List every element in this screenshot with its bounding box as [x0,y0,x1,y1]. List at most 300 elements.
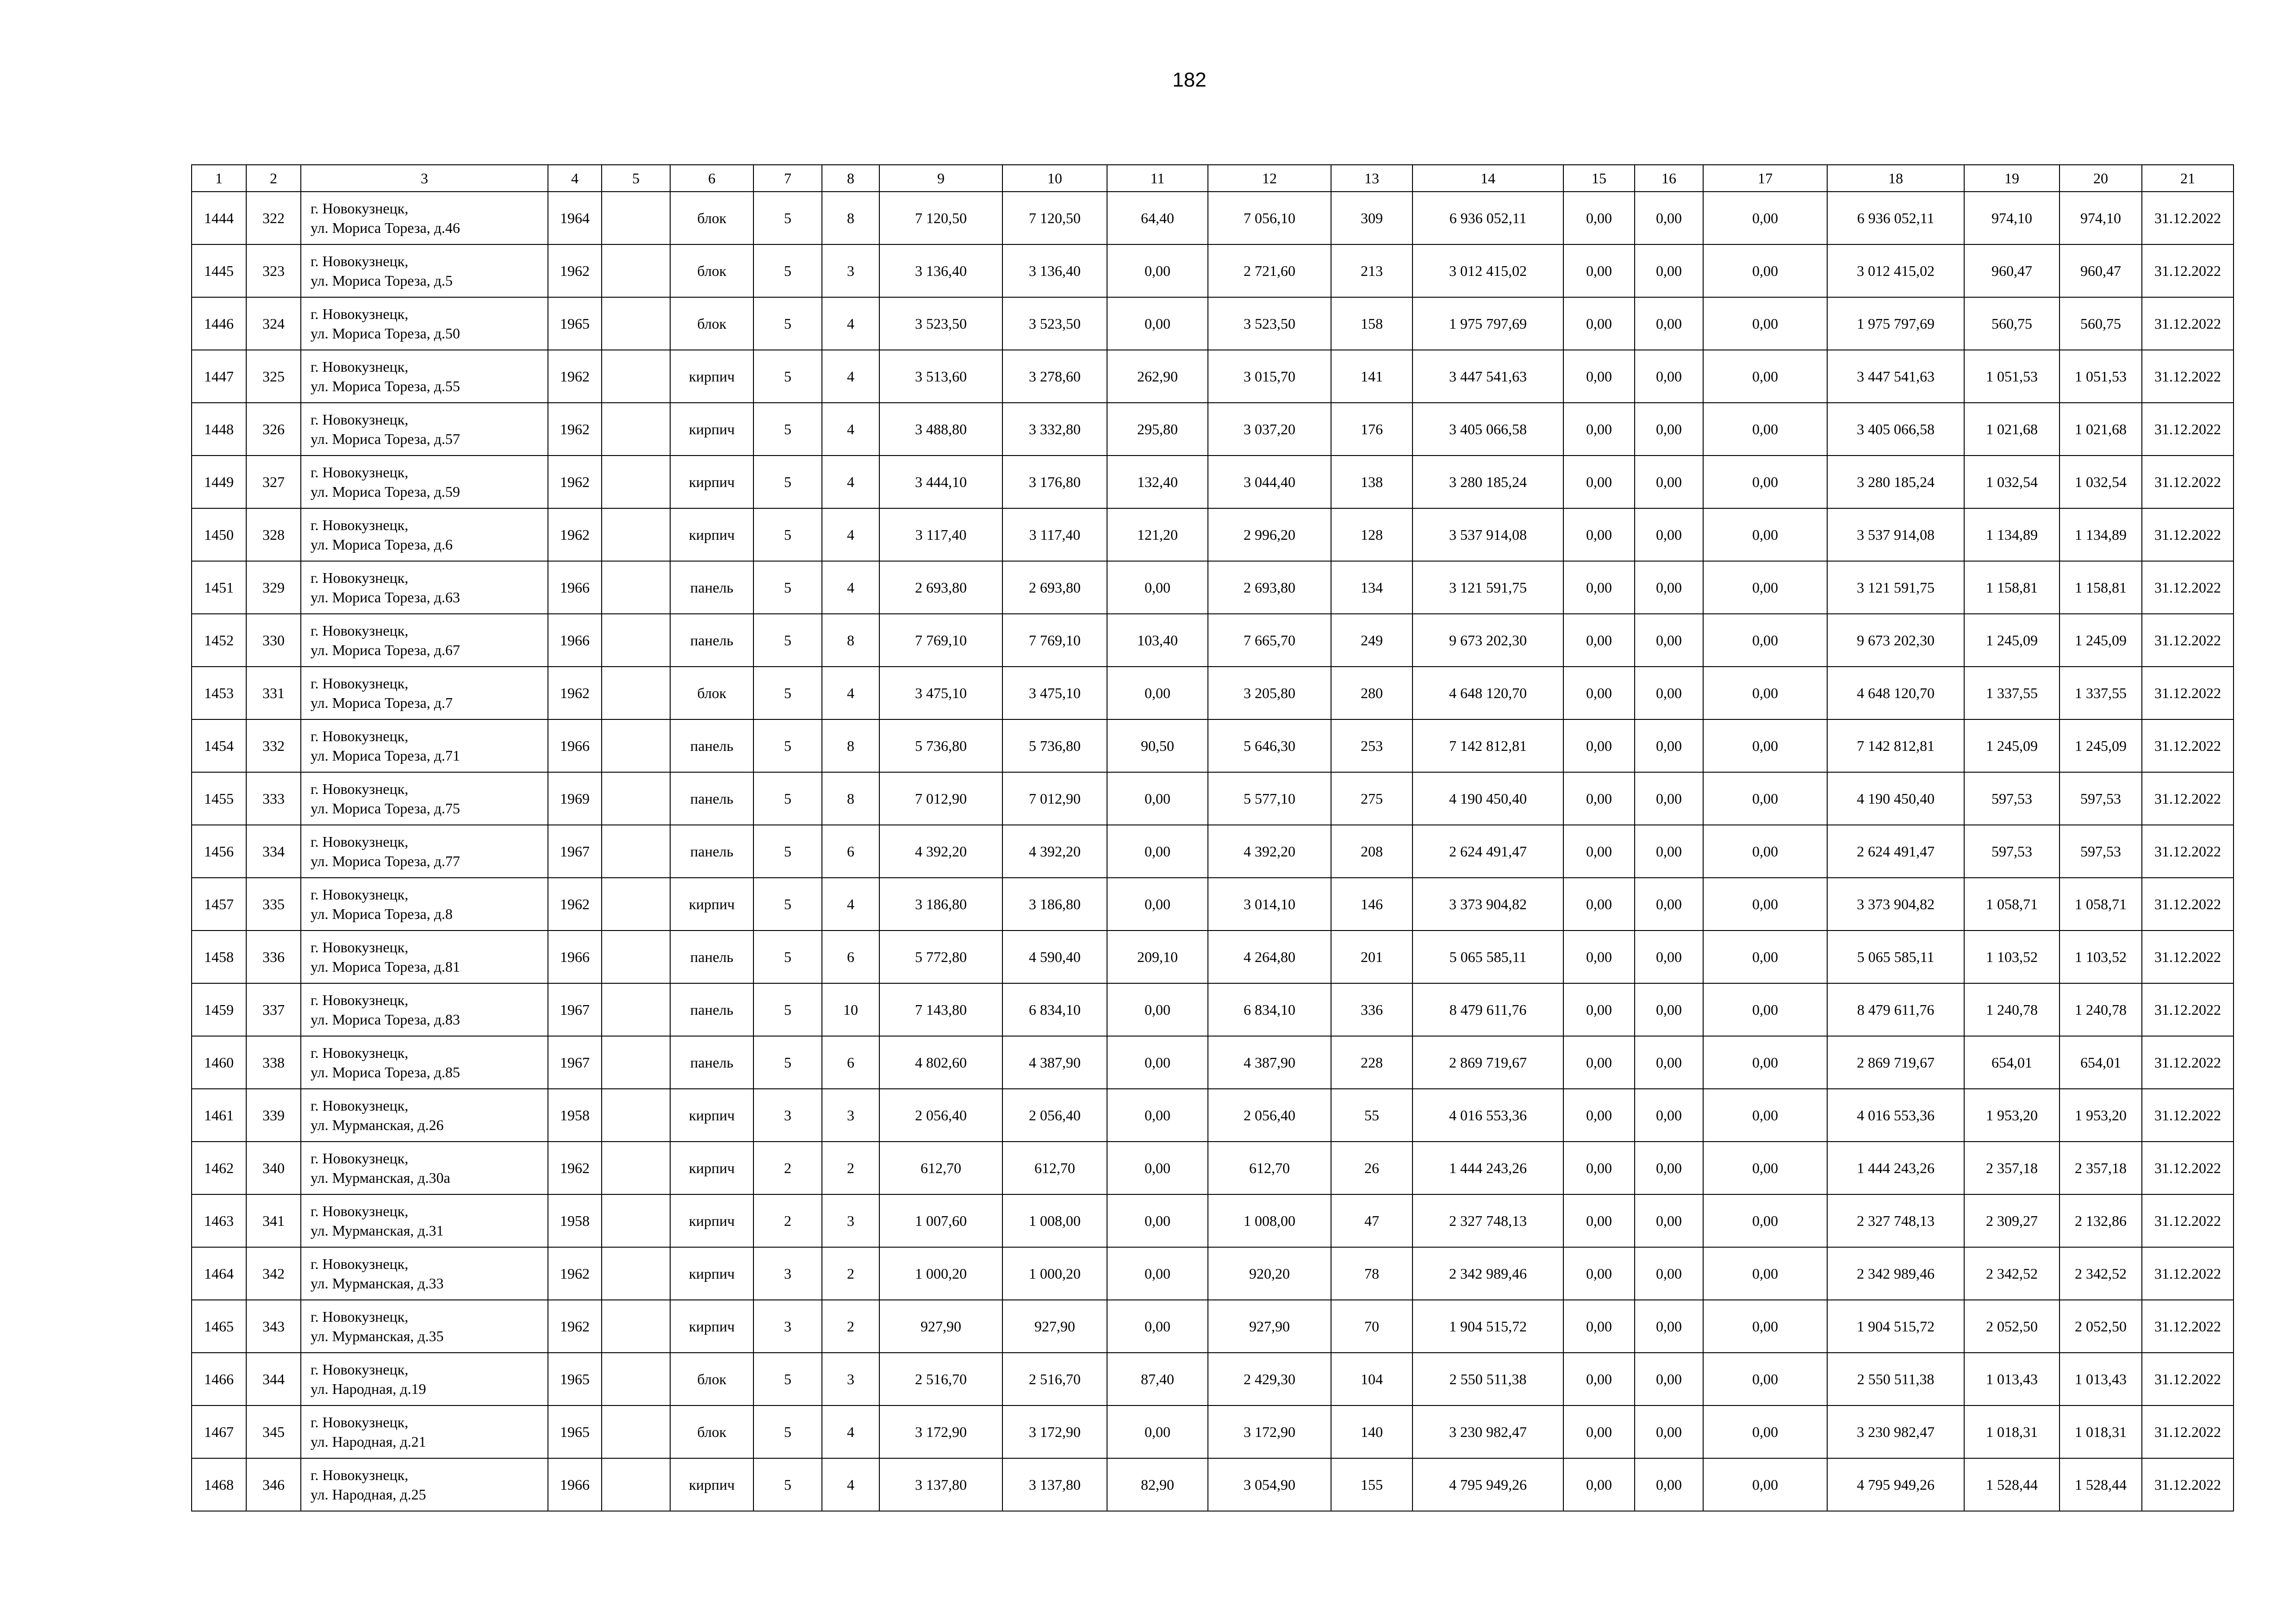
table-cell-4: 1966 [548,561,602,614]
table-cell-2: 345 [246,1405,301,1458]
address-cell [301,1089,548,1142]
table-cell-21: 31.12.2022 [2142,772,2234,825]
table-cell-10: 1 008,00 [1002,1194,1107,1247]
table-cell-18: 3 121 591,75 [1827,561,1964,614]
table-cell-10: 3 172,90 [1002,1405,1107,1458]
table-cell-16: 0,00 [1635,403,1703,456]
table-cell-21: 31.12.2022 [2142,297,2234,350]
table-cell-19: 2 342,52 [1964,1247,2060,1300]
table-cell-14: 8 479 611,76 [1412,983,1563,1036]
table-cell-4: 1958 [548,1089,602,1142]
table-cell-7: 5 [753,983,822,1036]
table-cell-10: 3 523,50 [1002,297,1107,350]
table-cell-8: 6 [822,825,879,878]
table-cell-1: 1449 [192,456,246,508]
address-cell [301,1036,548,1089]
table-cell-6: кирпич [670,1247,753,1300]
table-cell-13: 55 [1331,1089,1412,1142]
table-cell-1: 1454 [192,719,246,772]
address-street: ул. Мориса Тореза, д.67 [311,642,460,658]
table-cell-17: 0,00 [1703,825,1827,878]
table-cell-10: 1 000,20 [1002,1247,1107,1300]
table-cell-10: 4 392,20 [1002,825,1107,878]
table-cell-18: 1 975 797,69 [1827,297,1964,350]
table-cell-17: 0,00 [1703,244,1827,297]
table-cell-16: 0,00 [1635,456,1703,508]
table-cell-17: 0,00 [1703,719,1827,772]
table-cell-8: 4 [822,297,879,350]
table-cell-7: 5 [753,772,822,825]
column-header: 20 [2060,165,2142,192]
table-cell-1: 1445 [192,244,246,297]
table-cell-14: 4 190 450,40 [1412,772,1563,825]
table-cell-5 [602,350,670,403]
table-cell-11: 82,90 [1107,1458,1208,1511]
table-cell-16: 0,00 [1635,561,1703,614]
table-cell-14: 2 624 491,47 [1412,825,1563,878]
table-cell-7: 3 [753,1247,822,1300]
table-cell-2: 333 [246,772,301,825]
table-cell-6: панель [670,1036,753,1089]
address-city: г. Новокузнецк, [311,939,409,956]
table-cell-10: 927,90 [1002,1300,1107,1353]
table-cell-15: 0,00 [1563,297,1635,350]
table-cell-18: 3 537 914,08 [1827,508,1964,561]
table-cell-11: 0,00 [1107,667,1208,719]
table-cell-1: 1461 [192,1089,246,1142]
table-cell-14: 1 444 243,26 [1412,1142,1563,1194]
table-cell-1: 1457 [192,878,246,931]
table-cell-8: 4 [822,878,879,931]
table-cell-9: 3 136,40 [879,244,1002,297]
table-row [192,772,2234,825]
table-cell-1: 1450 [192,508,246,561]
column-header: 17 [1703,165,1827,192]
address-cell [301,931,548,983]
table-cell-18: 4 016 553,36 [1827,1089,1964,1142]
table-cell-14: 3 537 914,08 [1412,508,1563,561]
address-cell [301,1458,548,1511]
table-cell-11: 0,00 [1107,983,1208,1036]
address-street: ул. Мориса Тореза, д.7 [311,694,453,711]
table-cell-14: 3 405 066,58 [1412,403,1563,456]
table-cell-8: 4 [822,1405,879,1458]
table-cell-21: 31.12.2022 [2142,1300,2234,1353]
table-cell-7: 5 [753,456,822,508]
table-row [192,1089,2234,1142]
table-cell-10: 7 769,10 [1002,614,1107,667]
table-cell-7: 3 [753,1300,822,1353]
column-header: 7 [753,165,822,192]
table-cell-13: 104 [1331,1353,1412,1405]
table-row [192,1194,2234,1247]
table-cell-19: 597,53 [1964,825,2060,878]
table-cell-10: 2 056,40 [1002,1089,1107,1142]
table-cell-13: 176 [1331,403,1412,456]
table-cell-2: 332 [246,719,301,772]
table-cell-11: 87,40 [1107,1353,1208,1405]
table-cell-4: 1962 [548,1142,602,1194]
address-city: г. Новокузнецк, [311,622,409,639]
table-cell-6: блок [670,244,753,297]
address-cell [301,350,548,403]
address-city: г. Новокузнецк, [311,253,409,269]
table-cell-15: 0,00 [1563,403,1635,456]
table-cell-12: 2 429,30 [1208,1353,1331,1405]
table-cell-6: кирпич [670,508,753,561]
table-cell-20: 1 103,52 [2060,931,2142,983]
table-cell-6: панель [670,614,753,667]
table-cell-10: 4 387,90 [1002,1036,1107,1089]
table-cell-2: 335 [246,878,301,931]
table-cell-15: 0,00 [1563,1353,1635,1405]
table-row [192,1458,2234,1511]
table-cell-21: 31.12.2022 [2142,561,2234,614]
table-cell-12: 4 264,80 [1208,931,1331,983]
table-cell-1: 1460 [192,1036,246,1089]
table-cell-5 [602,192,670,244]
table-cell-19: 974,10 [1964,192,2060,244]
table-cell-9: 2 516,70 [879,1353,1002,1405]
table-cell-7: 2 [753,1194,822,1247]
address-street: ул. Мориса Тореза, д.81 [311,958,460,975]
table-cell-10: 3 117,40 [1002,508,1107,561]
address-city: г. Новокузнецк, [311,992,409,1008]
address-street: ул. Народная, д.25 [311,1486,426,1503]
table-cell-6: блок [670,297,753,350]
table-cell-7: 5 [753,825,822,878]
address-street: ул. Мориса Тореза, д.71 [311,747,460,764]
table-cell-13: 78 [1331,1247,1412,1300]
table-cell-16: 0,00 [1635,508,1703,561]
table-cell-11: 90,50 [1107,719,1208,772]
table-row [192,667,2234,719]
table-cell-13: 47 [1331,1194,1412,1247]
table-cell-2: 325 [246,350,301,403]
table-cell-1: 1467 [192,1405,246,1458]
table-cell-6: блок [670,1353,753,1405]
table-cell-14: 2 550 511,38 [1412,1353,1563,1405]
table-cell-15: 0,00 [1563,614,1635,667]
table-cell-9: 1 007,60 [879,1194,1002,1247]
table-cell-16: 0,00 [1635,983,1703,1036]
table-cell-5 [602,1142,670,1194]
table-cell-16: 0,00 [1635,1142,1703,1194]
table-cell-4: 1966 [548,614,602,667]
table-cell-19: 1 245,09 [1964,719,2060,772]
table-cell-18: 2 342 989,46 [1827,1247,1964,1300]
table-cell-11: 209,10 [1107,931,1208,983]
table-cell-18: 3 012 415,02 [1827,244,1964,297]
table-row [192,508,2234,561]
table-cell-13: 128 [1331,508,1412,561]
table-cell-5 [602,1300,670,1353]
table-cell-9: 3 137,80 [879,1458,1002,1511]
table-cell-13: 275 [1331,772,1412,825]
table-cell-17: 0,00 [1703,1300,1827,1353]
table-row [192,244,2234,297]
column-header: 1 [192,165,246,192]
table-cell-17: 0,00 [1703,456,1827,508]
table-cell-7: 5 [753,878,822,931]
address-city: г. Новокузнецк, [311,1467,409,1483]
table-cell-19: 1 058,71 [1964,878,2060,931]
table-row [192,614,2234,667]
table-cell-12: 927,90 [1208,1300,1331,1353]
table-row [192,350,2234,403]
table-cell-10: 3 475,10 [1002,667,1107,719]
table-cell-7: 5 [753,667,822,719]
table-cell-1: 1451 [192,561,246,614]
table-cell-2: 330 [246,614,301,667]
table-cell-2: 343 [246,1300,301,1353]
table-cell-12: 1 008,00 [1208,1194,1331,1247]
table-cell-18: 3 447 541,63 [1827,350,1964,403]
address-street: ул. Мурманская, д.31 [311,1222,444,1239]
table-cell-19: 1 013,43 [1964,1353,2060,1405]
table-cell-8: 8 [822,192,879,244]
table-cell-16: 0,00 [1635,667,1703,719]
table-row [192,825,2234,878]
table-cell-14: 4 648 120,70 [1412,667,1563,719]
table-cell-6: панель [670,772,753,825]
table-cell-19: 1 240,78 [1964,983,2060,1036]
table-cell-19: 1 032,54 [1964,456,2060,508]
address-cell [301,825,548,878]
table-cell-15: 0,00 [1563,350,1635,403]
table-cell-12: 2 996,20 [1208,508,1331,561]
table-cell-18: 2 550 511,38 [1827,1353,1964,1405]
table-cell-19: 2 309,27 [1964,1194,2060,1247]
table-cell-11: 0,00 [1107,297,1208,350]
table-cell-6: кирпич [670,878,753,931]
table-row [192,1353,2234,1405]
table-cell-12: 4 387,90 [1208,1036,1331,1089]
table-cell-15: 0,00 [1563,1036,1635,1089]
table-cell-4: 1966 [548,1458,602,1511]
table-cell-17: 0,00 [1703,1089,1827,1142]
table-cell-16: 0,00 [1635,297,1703,350]
table-cell-7: 5 [753,561,822,614]
table-cell-20: 1 134,89 [2060,508,2142,561]
table-cell-11: 132,40 [1107,456,1208,508]
table-cell-19: 960,47 [1964,244,2060,297]
table-cell-5 [602,772,670,825]
table-cell-8: 4 [822,508,879,561]
table-cell-10: 3 136,40 [1002,244,1107,297]
table-cell-9: 7 012,90 [879,772,1002,825]
address-city: г. Новокузнецк, [311,1097,409,1114]
table-cell-10: 6 834,10 [1002,983,1107,1036]
table-cell-13: 228 [1331,1036,1412,1089]
table-cell-9: 2 693,80 [879,561,1002,614]
table-cell-21: 31.12.2022 [2142,719,2234,772]
table-cell-14: 4 016 553,36 [1412,1089,1563,1142]
table-cell-8: 4 [822,350,879,403]
table-cell-19: 1 051,53 [1964,350,2060,403]
table-cell-20: 1 240,78 [2060,983,2142,1036]
table-cell-14: 2 342 989,46 [1412,1247,1563,1300]
table-cell-17: 0,00 [1703,983,1827,1036]
column-header: 2 [246,165,301,192]
table-cell-16: 0,00 [1635,825,1703,878]
table-cell-9: 4 802,60 [879,1036,1002,1089]
address-cell [301,403,548,456]
table-cell-2: 341 [246,1194,301,1247]
table-cell-21: 31.12.2022 [2142,983,2234,1036]
table-cell-21: 31.12.2022 [2142,350,2234,403]
table-cell-15: 0,00 [1563,1142,1635,1194]
table-cell-9: 7 120,50 [879,192,1002,244]
table-cell-15: 0,00 [1563,719,1635,772]
table-cell-8: 3 [822,1353,879,1405]
table-cell-17: 0,00 [1703,1353,1827,1405]
table-cell-2: 337 [246,983,301,1036]
table-cell-14: 3 230 982,47 [1412,1405,1563,1458]
table-cell-1: 1463 [192,1194,246,1247]
table-cell-19: 1 245,09 [1964,614,2060,667]
table-cell-15: 0,00 [1563,931,1635,983]
table-cell-8: 8 [822,719,879,772]
table-cell-9: 4 392,20 [879,825,1002,878]
address-street: ул. Мурманская, д.35 [311,1328,444,1344]
table-cell-19: 1 953,20 [1964,1089,2060,1142]
table-cell-12: 3 205,80 [1208,667,1331,719]
table-cell-17: 0,00 [1703,931,1827,983]
table-cell-11: 0,00 [1107,244,1208,297]
table-cell-12: 2 721,60 [1208,244,1331,297]
table-cell-12: 920,20 [1208,1247,1331,1300]
table-cell-13: 336 [1331,983,1412,1036]
table-cell-2: 336 [246,931,301,983]
table-cell-5 [602,878,670,931]
table-row [192,403,2234,456]
table-row [192,1405,2234,1458]
table-cell-21: 31.12.2022 [2142,456,2234,508]
table-cell-21: 31.12.2022 [2142,1353,2234,1405]
table-cell-15: 0,00 [1563,456,1635,508]
table-cell-5 [602,1036,670,1089]
table-cell-4: 1965 [548,1405,602,1458]
table-cell-4: 1962 [548,878,602,931]
address-cell [301,1247,548,1300]
address-city: г. Новокузнецк, [311,1150,409,1167]
address-cell [301,1142,548,1194]
table-cell-8: 10 [822,983,879,1036]
address-street: ул. Народная, д.21 [311,1433,426,1450]
table-cell-16: 0,00 [1635,1458,1703,1511]
table-cell-8: 2 [822,1142,879,1194]
table-cell-19: 560,75 [1964,297,2060,350]
table-cell-11: 262,90 [1107,350,1208,403]
address-cell [301,772,548,825]
table-row [192,1142,2234,1194]
table-cell-10: 7 012,90 [1002,772,1107,825]
table-cell-4: 1965 [548,297,602,350]
table-cell-18: 2 869 719,67 [1827,1036,1964,1089]
table-cell-4: 1967 [548,825,602,878]
table-cell-6: панель [670,719,753,772]
table-cell-5 [602,931,670,983]
table-cell-9: 1 000,20 [879,1247,1002,1300]
table-cell-5 [602,825,670,878]
table-cell-7: 5 [753,931,822,983]
table-cell-21: 31.12.2022 [2142,403,2234,456]
table-cell-17: 0,00 [1703,561,1827,614]
table-cell-5 [602,508,670,561]
table-cell-20: 960,47 [2060,244,2142,297]
table-cell-20: 1 058,71 [2060,878,2142,931]
table-cell-1: 1456 [192,825,246,878]
table-cell-1: 1458 [192,931,246,983]
table-cell-14: 1 904 515,72 [1412,1300,1563,1353]
table-cell-4: 1958 [548,1194,602,1247]
table-cell-11: 0,00 [1107,1405,1208,1458]
table-cell-10: 3 278,60 [1002,350,1107,403]
table-cell-7: 5 [753,350,822,403]
address-street: ул. Мориса Тореза, д.63 [311,589,460,606]
table-row [192,297,2234,350]
table-cell-13: 146 [1331,878,1412,931]
table-cell-5 [602,561,670,614]
table-cell-7: 2 [753,1142,822,1194]
table-cell-16: 0,00 [1635,878,1703,931]
table-cell-15: 0,00 [1563,561,1635,614]
column-header: 6 [670,165,753,192]
table-cell-1: 1465 [192,1300,246,1353]
table-cell-4: 1962 [548,508,602,561]
table-cell-17: 0,00 [1703,667,1827,719]
table-cell-14: 4 795 949,26 [1412,1458,1563,1511]
address-street: ул. Мориса Тореза, д.46 [311,219,460,236]
table-cell-12: 612,70 [1208,1142,1331,1194]
table-cell-19: 654,01 [1964,1036,2060,1089]
table-cell-6: кирпич [670,1300,753,1353]
table-cell-18: 3 230 982,47 [1827,1405,1964,1458]
table-cell-7: 5 [753,508,822,561]
table-cell-13: 249 [1331,614,1412,667]
table-cell-1: 1468 [192,1458,246,1511]
table-cell-1: 1455 [192,772,246,825]
column-header: 18 [1827,165,1964,192]
table-cell-17: 0,00 [1703,508,1827,561]
table-cell-20: 2 342,52 [2060,1247,2142,1300]
address-street: ул. Мориса Тореза, д.57 [311,431,460,447]
table-cell-2: 340 [246,1142,301,1194]
table-cell-2: 342 [246,1247,301,1300]
table-cell-17: 0,00 [1703,350,1827,403]
table-cell-5 [602,1089,670,1142]
table-cell-10: 5 736,80 [1002,719,1107,772]
address-cell [301,719,548,772]
table-cell-2: 344 [246,1353,301,1405]
table-cell-1: 1444 [192,192,246,244]
table-cell-13: 155 [1331,1458,1412,1511]
table-cell-14: 1 975 797,69 [1412,297,1563,350]
table-cell-18: 9 673 202,30 [1827,614,1964,667]
table-cell-21: 31.12.2022 [2142,1142,2234,1194]
address-city: г. Новокузнецк, [311,569,409,586]
table-row [192,983,2234,1036]
table-cell-9: 7 769,10 [879,614,1002,667]
table-cell-13: 70 [1331,1300,1412,1353]
table-cell-18: 4 648 120,70 [1827,667,1964,719]
table-cell-9: 3 172,90 [879,1405,1002,1458]
table-cell-20: 597,53 [2060,772,2142,825]
address-city: г. Новокузнецк, [311,833,409,850]
table-cell-18: 7 142 812,81 [1827,719,1964,772]
table-cell-4: 1966 [548,719,602,772]
